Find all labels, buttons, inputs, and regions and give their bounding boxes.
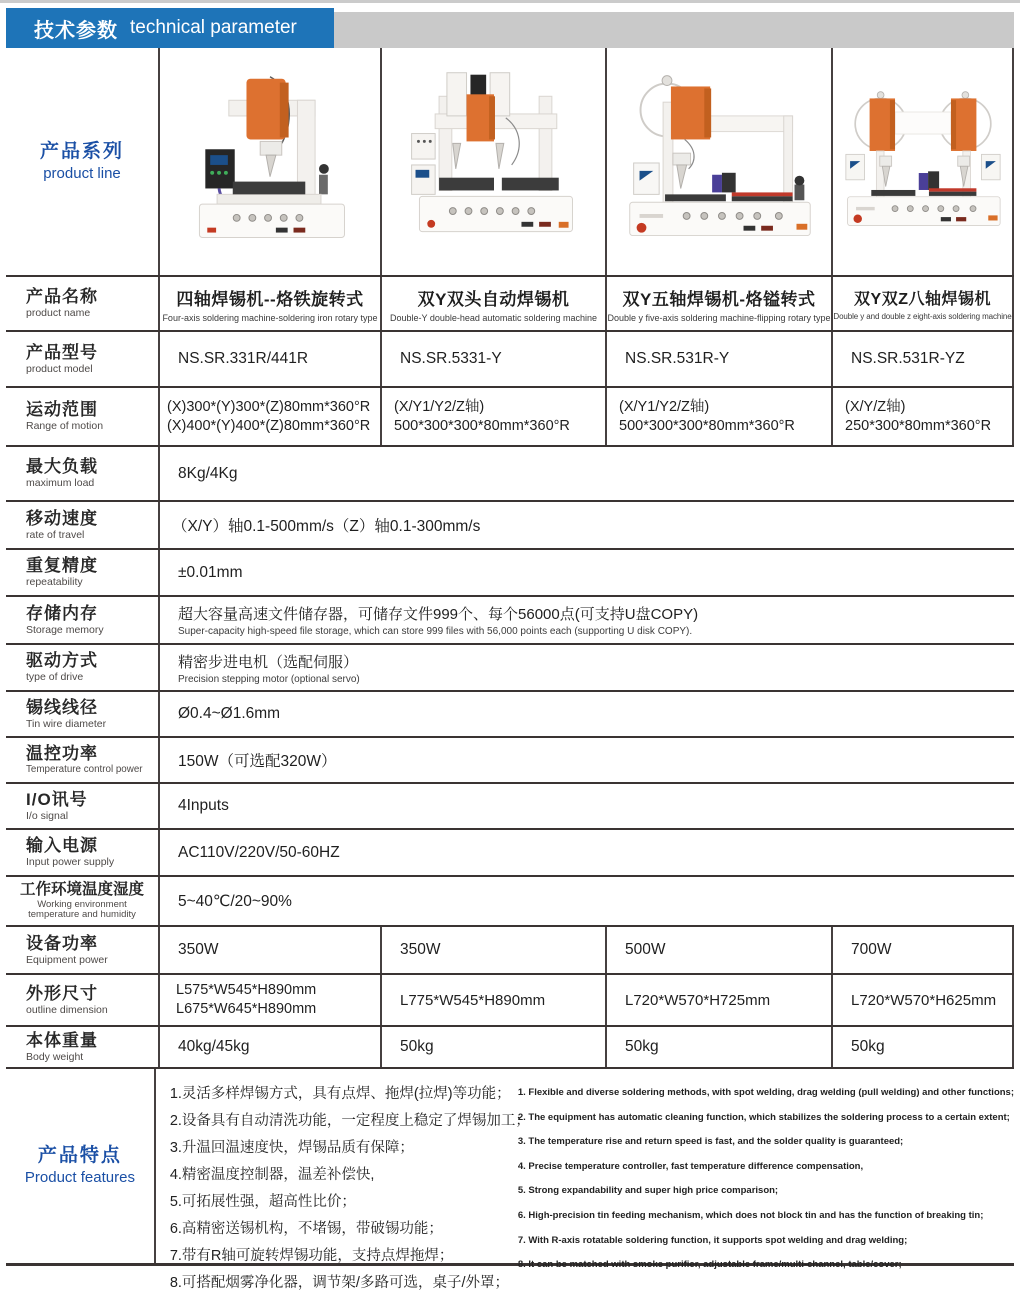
cell-power-2 <box>382 927 607 973</box>
product-name-en: Double-Y double-head automatic soldering machine <box>390 312 597 323</box>
feature-en-item: 7. With R-axis rotatable soldering function, it supports spot welding and drag welding; <box>517 1234 908 1246</box>
row-input-power-supply <box>6 830 1014 877</box>
type-of-drive-zh: 精密步进电机（选配伺服） <box>178 653 359 671</box>
label-en: Range of motion <box>26 420 104 432</box>
cell-io-signal <box>160 784 1014 828</box>
label-en: repeatability <box>26 576 83 588</box>
work-platform-left <box>871 189 915 195</box>
orange-spool-cover <box>671 86 710 139</box>
product-photo-2 <box>392 59 596 265</box>
label-en: maximum load <box>26 477 95 489</box>
label-zh: 运动范围 <box>26 400 98 420</box>
page-title-zh: 技术参数 <box>34 19 118 42</box>
row-body-weight <box>6 1027 1014 1069</box>
row-label-range-of-motion <box>6 388 160 445</box>
feature-en-item: 8. It can be matched with smoke purifier, adjustable frame/multi-channel, table/cover; <box>517 1259 902 1271</box>
row-label-rate-of-travel <box>6 502 160 548</box>
row-type-of-drive <box>6 645 1014 692</box>
product-photo-4 <box>834 59 1012 265</box>
label-en: product line <box>43 164 121 182</box>
cell-name-2 <box>382 277 607 330</box>
label-en: Tin wire diameter <box>26 717 107 730</box>
page-title-en: technical parameter <box>130 17 297 38</box>
work-platform-left <box>665 194 726 201</box>
cell-temperature-control-power <box>160 738 1014 782</box>
label-zh: 产品型号 <box>26 342 98 362</box>
row-repeatability <box>6 550 1014 597</box>
top-divider <box>0 0 1020 3</box>
cell-storage-memory <box>160 597 1014 643</box>
label-en: Body weight <box>26 1050 84 1063</box>
feature-en-item: 6. High-precision tin feeding mechanism, which does not block tin and has the function of breaking tin; <box>517 1209 984 1221</box>
label-zh: 锡线线径 <box>26 697 98 717</box>
cell-model-1 <box>160 332 382 386</box>
dimension-line: L575*W545*H890mm <box>176 982 317 999</box>
maximum-load-value: 8Kg/4Kg <box>178 464 238 482</box>
feature-zh-item: 5.可拓展性强，超高性比价； <box>169 1194 356 1210</box>
features-list-zh <box>156 1081 530 1291</box>
features-content <box>156 1069 1014 1291</box>
cell-weight-1 <box>160 1027 382 1067</box>
feature-zh-item: 1.灵活多样焊锡方式，具有点焊、拖焊(拉焊)等功能； <box>169 1086 511 1102</box>
model-value: NS.SR.331R/441R <box>178 350 309 367</box>
row-maximum-load <box>6 447 1014 502</box>
row-label-storage-memory <box>6 597 160 643</box>
cell-maximum-load <box>160 447 1014 500</box>
feature-en-item: 5. Strong expandability and super high price comparison; <box>517 1185 779 1197</box>
row-io-signal <box>6 784 1014 830</box>
work-platform-right <box>501 177 558 190</box>
label-zh: 产品系列 <box>39 140 124 162</box>
label-zh: 设备功率 <box>26 933 98 953</box>
row-label-product-name <box>6 277 160 330</box>
equipment-power-value: 700W <box>851 941 892 958</box>
label-zh: 产品特点 <box>37 1145 122 1167</box>
row-label-product-features <box>6 1069 156 1263</box>
row-label-working-environment <box>6 877 160 925</box>
equipment-power-value: 350W <box>400 941 441 958</box>
body-weight-value: 50kg <box>851 1038 885 1055</box>
cell-name-4 <box>833 277 1014 330</box>
label-zh: 最大负载 <box>26 457 98 477</box>
row-temperature-control-power <box>6 738 1014 784</box>
banner-gray-strip <box>334 12 1014 48</box>
solder-nozzle <box>266 155 276 177</box>
rate-of-travel-value: （X/Y）轴0.1-500mm/s（Z）轴0.1-300mm/s <box>172 518 481 535</box>
product-photo-3 <box>616 59 822 265</box>
row-range-of-motion <box>6 388 1014 447</box>
product-name-zh: 双Y双头自动焊锡机 <box>417 289 570 309</box>
product-name-en: Four-axis soldering machine-soldering iron rotary type <box>162 312 378 323</box>
cell-dimension-1 <box>160 975 382 1025</box>
cell-photo-4 <box>833 48 1014 275</box>
cell-input-power-supply <box>160 830 1014 875</box>
dimension-value: L775*W545*H890mm <box>400 991 546 1009</box>
row-equipment-power <box>6 927 1014 975</box>
cell-rate-of-travel <box>160 502 1014 548</box>
row-label-temperature-control-power <box>6 738 160 782</box>
label-en: rate of travel <box>26 528 85 541</box>
feature-zh-item: 2.设备具有自动清洗功能，一定程度上稳定了焊锡加工； <box>169 1113 530 1129</box>
body-weight-value: 50kg <box>400 1038 434 1055</box>
row-label-outline-dimension <box>6 975 160 1025</box>
cell-motion-1 <box>160 388 382 445</box>
product-name-zh: 四轴焊锡机--烙铁旋转式 <box>176 289 364 309</box>
work-platform-right <box>732 196 793 201</box>
motion-line: (X/Y1/Y2/Z轴) <box>619 398 710 415</box>
dimension-line: L675*W645*H890mm <box>176 1001 317 1017</box>
feature-en-item: 4. Precise temperature controller, fast temperature difference compensation, <box>517 1160 864 1172</box>
label-zh: 存储内存 <box>26 603 98 623</box>
work-platform <box>233 181 306 194</box>
motion-line: (X)400*(Y)400*(Z)80mm*360°R <box>167 417 371 434</box>
features-list-en <box>508 1081 1014 1271</box>
label-zh: 产品名称 <box>26 287 98 307</box>
cell-dimension-2 <box>382 975 607 1025</box>
row-label-input-power-supply <box>6 830 160 875</box>
feature-zh-item: 4.精密温度控制器，温差补偿快, <box>169 1167 375 1183</box>
equipment-power-value: 500W <box>625 941 666 958</box>
orange-spool-cover <box>246 78 285 139</box>
cell-photo-2 <box>382 48 607 275</box>
row-label-io-signal <box>6 784 160 828</box>
type-of-drive-en: Precision stepping motor (optional servo) <box>178 673 360 685</box>
motion-line: (X/Y1/Y2/Z轴) <box>394 398 485 415</box>
label-zh: 外形尺寸 <box>26 983 98 1003</box>
work-platform-left <box>439 177 494 190</box>
solder-nozzle <box>677 164 687 188</box>
label-en: Working environment <box>37 898 127 910</box>
cell-model-3 <box>607 332 833 386</box>
cell-weight-3 <box>607 1027 833 1067</box>
body-weight-value: 50kg <box>625 1038 659 1055</box>
storage-memory-zh: 超大容量高速文件储存器，可储存文件999个、每个56000点(可支持U盘COPY) <box>178 606 699 623</box>
cell-working-environment <box>160 877 1014 925</box>
cell-model-2 <box>382 332 607 386</box>
cell-power-1 <box>160 927 382 973</box>
label-en: Temperature control power <box>26 763 143 775</box>
motion-line: 500*300*300*80mm*360°R <box>619 417 795 434</box>
work-platform-right <box>928 191 975 195</box>
cell-model-4 <box>833 332 1014 386</box>
input-power-supply-value: AC110V/220V/50-60HZ <box>178 843 340 861</box>
repeatability-value: ±0.01mm <box>178 563 243 581</box>
row-label-type-of-drive <box>6 645 160 690</box>
cell-motion-3 <box>607 388 833 445</box>
label-en: Storage memory <box>26 623 104 636</box>
cell-weight-2 <box>382 1027 607 1067</box>
label-en: product model <box>26 362 93 375</box>
label-zh: 本体重量 <box>26 1030 98 1050</box>
row-label-tin-wire-diameter <box>6 692 160 736</box>
label-en: Equipment power <box>26 953 108 966</box>
feature-en-item: 2. The equipment has automatic cleaning function, which stabilizes the soldering process to a certain extent; <box>517 1111 1010 1123</box>
cell-tin-wire-diameter <box>160 692 1014 736</box>
cell-type-of-drive <box>160 645 1014 690</box>
feature-zh-item: 3.升温回温速度快，焊锡品质有保障； <box>169 1140 414 1156</box>
row-product-name <box>6 277 1014 332</box>
io-signal-value: 4Inputs <box>178 797 229 814</box>
working-environment-value: 5~40℃/20~90% <box>178 892 292 910</box>
product-photo-1 <box>172 59 368 265</box>
product-name-zh: 双Y五轴焊锡机-烙镒转式 <box>622 289 816 309</box>
motion-line: (X)300*(Y)300*(Z)80mm*360°R <box>167 398 371 415</box>
model-value: NS.SR.5331-Y <box>400 350 502 367</box>
row-outline-dimension <box>6 975 1014 1027</box>
motion-line: 500*300*300*80mm*360°R <box>394 417 570 434</box>
section-title-banner <box>6 8 334 48</box>
dimension-value: L720*W570*H625mm <box>851 991 997 1009</box>
cell-name-1 <box>160 277 382 330</box>
label-zh: 重复精度 <box>26 556 98 576</box>
cell-photo-3 <box>607 48 833 275</box>
row-product-features <box>6 1069 1014 1291</box>
label-zh: 工作环境温度湿度 <box>19 881 144 899</box>
feature-zh-item: 8.可搭配烟雾净化器，调节架/多路可选，桌子/外罩； <box>169 1275 509 1291</box>
cell-name-3 <box>607 277 833 330</box>
label-en: I/o signal <box>26 809 69 822</box>
body-weight-value: 40kg/45kg <box>178 1038 250 1055</box>
dimension-value: L720*W570*H725mm <box>625 991 771 1009</box>
model-value: NS.SR.531R-YZ <box>851 350 965 367</box>
row-product-line <box>6 48 1014 277</box>
label-zh: 移动速度 <box>26 508 98 528</box>
solder-head-left <box>446 72 466 115</box>
motion-line: 250*300*80mm*360°R <box>845 417 992 434</box>
cell-repeatability <box>160 550 1014 595</box>
machine-base <box>199 204 344 237</box>
feature-en-item: 1. Flexible and diverse soldering methods, with spot welding, drag welding (pull welding) and other functions; <box>517 1087 1014 1098</box>
product-name-en: Double y five-axis soldering machine-flipping rotary type <box>607 312 831 323</box>
label-en: Product features <box>24 1169 135 1187</box>
cell-power-4 <box>833 927 1014 973</box>
row-label-product-line <box>6 48 160 275</box>
row-label-product-model <box>6 332 160 386</box>
model-value: NS.SR.531R-Y <box>625 350 730 367</box>
tin-wire-diameter-value: Ø0.4~Ø1.6mm <box>178 705 281 722</box>
label-zh: 温控功率 <box>26 744 98 764</box>
label-en: type of drive <box>26 671 84 683</box>
cell-motion-4 <box>833 388 1014 445</box>
product-name-en: Double y and double z eight-axis soldering machine <box>833 312 1012 321</box>
motion-line: (X/Y/Z轴) <box>845 398 906 415</box>
label-en: Input power supply <box>26 856 115 868</box>
spec-table <box>6 48 1014 1291</box>
equipment-power-value: 350W <box>178 941 219 958</box>
cell-photo-1 <box>160 48 382 275</box>
feature-en-item: 3. The temperature rise and return speed is fast, and the solder quality is guaranteed; <box>517 1136 904 1148</box>
row-label-repeatability <box>6 550 160 595</box>
label-zh: 输入电源 <box>26 836 98 856</box>
row-product-model <box>6 332 1014 388</box>
row-label-body-weight <box>6 1027 160 1067</box>
feature-zh-item: 7.带有R轴可旋转焊锡功能，支持点焊拖焊； <box>169 1248 454 1264</box>
cell-motion-2 <box>382 388 607 445</box>
cell-dimension-4 <box>833 975 1014 1025</box>
label-en: temperature and humidity <box>28 909 136 921</box>
cell-power-3 <box>607 927 833 973</box>
temperature-control-power-value: 150W（可选配320W） <box>178 753 337 770</box>
row-working-environment <box>6 877 1014 927</box>
label-zh: 驱动方式 <box>26 651 98 671</box>
row-rate-of-travel <box>6 502 1014 550</box>
cell-dimension-3 <box>607 975 833 1025</box>
label-zh: I/O讯号 <box>26 789 88 809</box>
cell-weight-4 <box>833 1027 1014 1067</box>
product-name-zh: 双Y双Z八轴焊锡机 <box>854 291 991 308</box>
label-en: product name <box>26 307 91 319</box>
row-tin-wire-diameter <box>6 692 1014 738</box>
row-label-equipment-power <box>6 927 160 973</box>
feature-zh-item: 6.高精密送锡机构，不堵锡，带破锡功能； <box>169 1221 443 1237</box>
row-label-maximum-load <box>6 447 160 500</box>
row-storage-memory <box>6 597 1014 645</box>
label-en: outline dimension <box>26 1003 108 1016</box>
storage-memory-en: Super-capacity high-speed file storage, which can store 999 files with 56,000 points each (supporting U disk COPY). <box>178 626 693 637</box>
